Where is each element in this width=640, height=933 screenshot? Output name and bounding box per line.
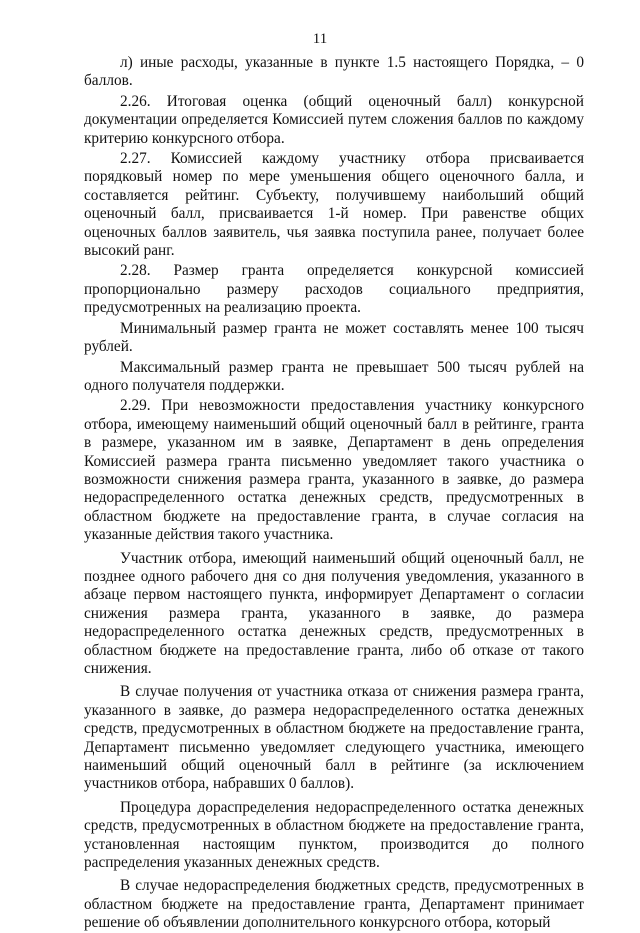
paragraph-refusal: В случае получения от участника отказа от снижения размера гранта, указанного в заявке, до размера недораспределенного остатка денежных средств, предусмотренных в областном бюджете на предоставление гранта, Департамент письменно уведомляет следующего участника, имеющего наименьший общий оценочный балл в рейтинге (за исключением участников отбора, набравших 0 баллов). [84, 683, 584, 793]
paragraph-item-l: л) иные расходы, указанные в пункте 1.5 настоящего Порядка, – 0 баллов. [84, 54, 584, 90]
paragraph-min-grant: Минимальный размер гранта не может составлять менее 100 тысяч рублей. [84, 319, 584, 356]
paragraph-max-grant: Максимальный размер гранта не превышает 500 тысяч рублей на одного получателя поддержки. [84, 358, 584, 394]
paragraph-additional-selection: В случае недораспределения бюджетных средств, предусмотренных в областном бюджете на предоставление гранта, Департамент принимает решение об объявлении дополнительного конкурсного отбора, который [84, 877, 584, 932]
paragraph-2-26: 2.26. Итоговая оценка (общий оценочный балл) конкурсной документации определяется Комиссией путем сложения баллов по каждому критерию конкурсного отбора. [84, 92, 584, 147]
paragraph-2-27: 2.27. Комиссией каждому участнику отбора присваивается порядковый номер по мере уменьшения общего оценочного балла, и составляется рейтинг. Субъекту, получившему наибольший общий оценочный балл, присваивается 1-й номер. При равенстве общих оценочных баллов заявитель, чья заявка поступила ранее, получает более высокий ранг. [84, 150, 584, 260]
paragraph-redistribution: Процедура дораспределения недораспределенного остатка денежных средств, предусмотренных в областном бюджете на предоставление гранта, установленная настоящим пунктом, производится до полного распределения указанных денежных средств. [84, 798, 584, 872]
page-number: 11 [312, 31, 328, 47]
paragraph-participant-consent: Участник отбора, имеющий наименьший общий оценочный балл, не позднее одного рабочего дня со дня получения уведомления, указанного в абзаце первом настоящего пункта, информирует Департамент о согласии снижения размера гранта, указанного в заявке, до размера недораспределенного остатка денежных средств, предусмотренных в областном бюджете на предоставление гранта, либо об отказе от такого снижения. [84, 549, 584, 677]
paragraph-2-28: 2.28. Размер гранта определяется конкурсной комиссией пропорционально размеру расходов социального предприятия, предусмотренных на реализацию проекта. [84, 262, 584, 317]
paragraph-2-29: 2.29. При невозможности предоставления участнику конкурсного отбора, имеющему наименьший общий оценочный балл в рейтинге, гранта в размере, указанном им в заявке, Департамент в день определения Комиссией размера гранта письменно уведомляет такого участника о возможности снижения размера гранта, указанного в заявке, до размера недораспределенного остатка денежных средств, предусмотренных в областном бюджете на предоставление гранта, в случае согласия на указанные действия такого участника. [84, 397, 584, 544]
document-body [84, 54, 584, 933]
